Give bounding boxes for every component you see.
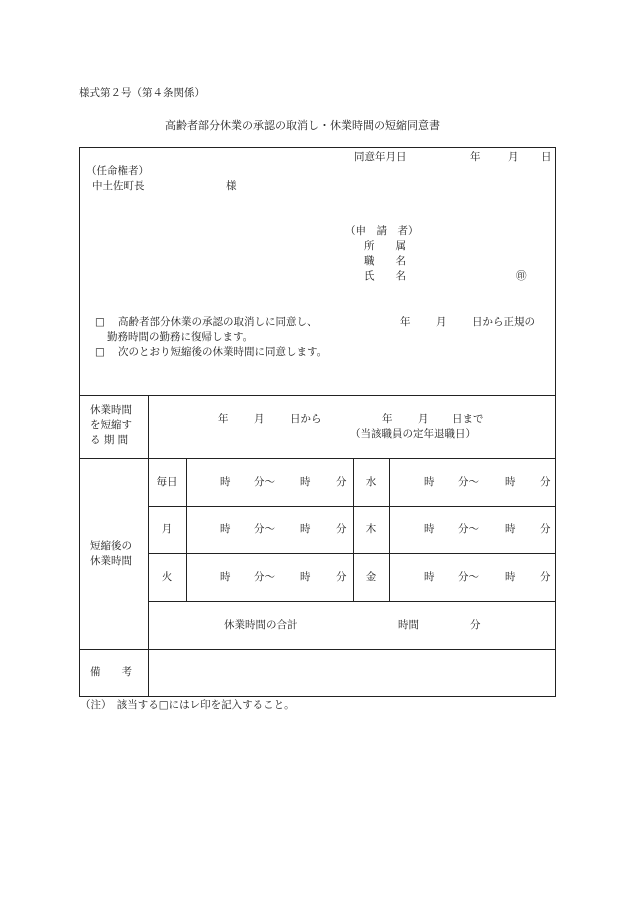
option1-suffix: 日から正規の: [472, 316, 535, 328]
time-hour: 時: [505, 523, 516, 535]
time-hour: 時: [300, 523, 311, 535]
divider: [148, 506, 556, 507]
footnote: （注） 該当する□にはレ印を記入すること。: [80, 699, 295, 711]
option2-text: 次のとおり短縮後の休業時間に同意します。: [118, 346, 328, 358]
option1-year: 年: [400, 316, 411, 328]
time-hour: 時: [505, 476, 516, 488]
time-hour: 時: [424, 571, 435, 583]
remarks-label: 備 考: [90, 666, 132, 678]
time-hour: 時: [505, 571, 516, 583]
agreement-date-day: 日: [541, 151, 552, 163]
divider: [186, 458, 187, 601]
divider: [79, 649, 556, 650]
time-minute: 分: [540, 571, 551, 583]
option1-text: 高齢者部分休業の承認の取消しに同意し、: [118, 316, 318, 328]
option1-checkbox[interactable]: □: [95, 316, 105, 328]
seal-mark: ㊞: [516, 270, 527, 282]
schedule-day-left: 毎日: [156, 476, 178, 488]
appointer-label: （任命権者）: [86, 165, 149, 177]
option1-text-line2: 勤務時間の勤務に復帰します。: [107, 331, 254, 343]
agreement-date-year: 年: [470, 151, 481, 163]
schedule-day-right: 木: [365, 523, 377, 535]
applicant-label: （申 請 者）: [345, 225, 419, 237]
time-hour: 時: [300, 571, 311, 583]
time-minute-from: 分～: [254, 476, 275, 488]
schedule-day-left: 月: [161, 523, 173, 535]
period-from-suffix: 日から: [290, 413, 322, 425]
divider: [79, 458, 556, 459]
time-hour: 時: [300, 476, 311, 488]
period-to-suffix: 日まで: [452, 413, 484, 425]
applicant-affiliation-label: 所 属: [364, 240, 406, 252]
time-minute-from: 分～: [254, 571, 275, 583]
schedule-label-line1: 短縮後の: [90, 540, 132, 552]
time-minute: 分: [540, 523, 551, 535]
time-minute-from: 分～: [458, 523, 479, 535]
applicant-name-label: 氏 名: [364, 270, 406, 282]
option1-month: 月: [436, 316, 447, 328]
applicant-position-label: 職 名: [364, 255, 406, 267]
total-hours: 時間: [398, 619, 419, 631]
form-title: 高齢者部分休業の承認の取消し・休業時間の短縮同意書: [165, 119, 440, 132]
period-label-line2: を短縮す: [90, 419, 132, 431]
time-hour: 時: [220, 571, 231, 583]
schedule-label-line2: 休業時間: [90, 555, 132, 567]
schedule-day-left: 火: [161, 571, 173, 583]
schedule-day-right: 金: [365, 571, 377, 583]
time-hour: 時: [220, 476, 231, 488]
period-label-line1: 休業時間: [90, 404, 132, 416]
time-minute: 分: [336, 476, 347, 488]
total-minutes: 分: [470, 619, 481, 631]
period-to-month: 月: [418, 413, 429, 425]
time-hour: 時: [220, 523, 231, 535]
divider: [148, 553, 556, 554]
time-minute-from: 分～: [254, 523, 275, 535]
time-minute: 分: [336, 523, 347, 535]
period-to-year: 年: [382, 413, 393, 425]
appointer-honorific: 様: [226, 180, 237, 192]
period-from-month: 月: [254, 413, 265, 425]
period-label-line3: る 期 間: [90, 434, 129, 446]
time-minute: 分: [336, 571, 347, 583]
period-retirement-note: （当該職員の定年退職日）: [350, 428, 476, 440]
divider: [148, 395, 149, 697]
time-minute-from: 分～: [458, 476, 479, 488]
divider: [148, 601, 556, 602]
time-minute-from: 分～: [458, 571, 479, 583]
divider: [389, 458, 390, 601]
time-hour: 時: [424, 523, 435, 535]
agreement-date-label: 同意年月日: [354, 151, 407, 163]
form-number: 様式第２号（第４条関係）: [79, 87, 205, 99]
total-label: 休業時間の合計: [224, 619, 298, 631]
divider: [79, 395, 556, 396]
period-from-year: 年: [218, 413, 229, 425]
time-minute: 分: [540, 476, 551, 488]
option2-checkbox[interactable]: □: [95, 346, 105, 358]
time-hour: 時: [424, 476, 435, 488]
schedule-day-right: 水: [365, 476, 377, 488]
agreement-date-month: 月: [508, 151, 519, 163]
appointer-name: 中土佐町長: [92, 180, 145, 192]
